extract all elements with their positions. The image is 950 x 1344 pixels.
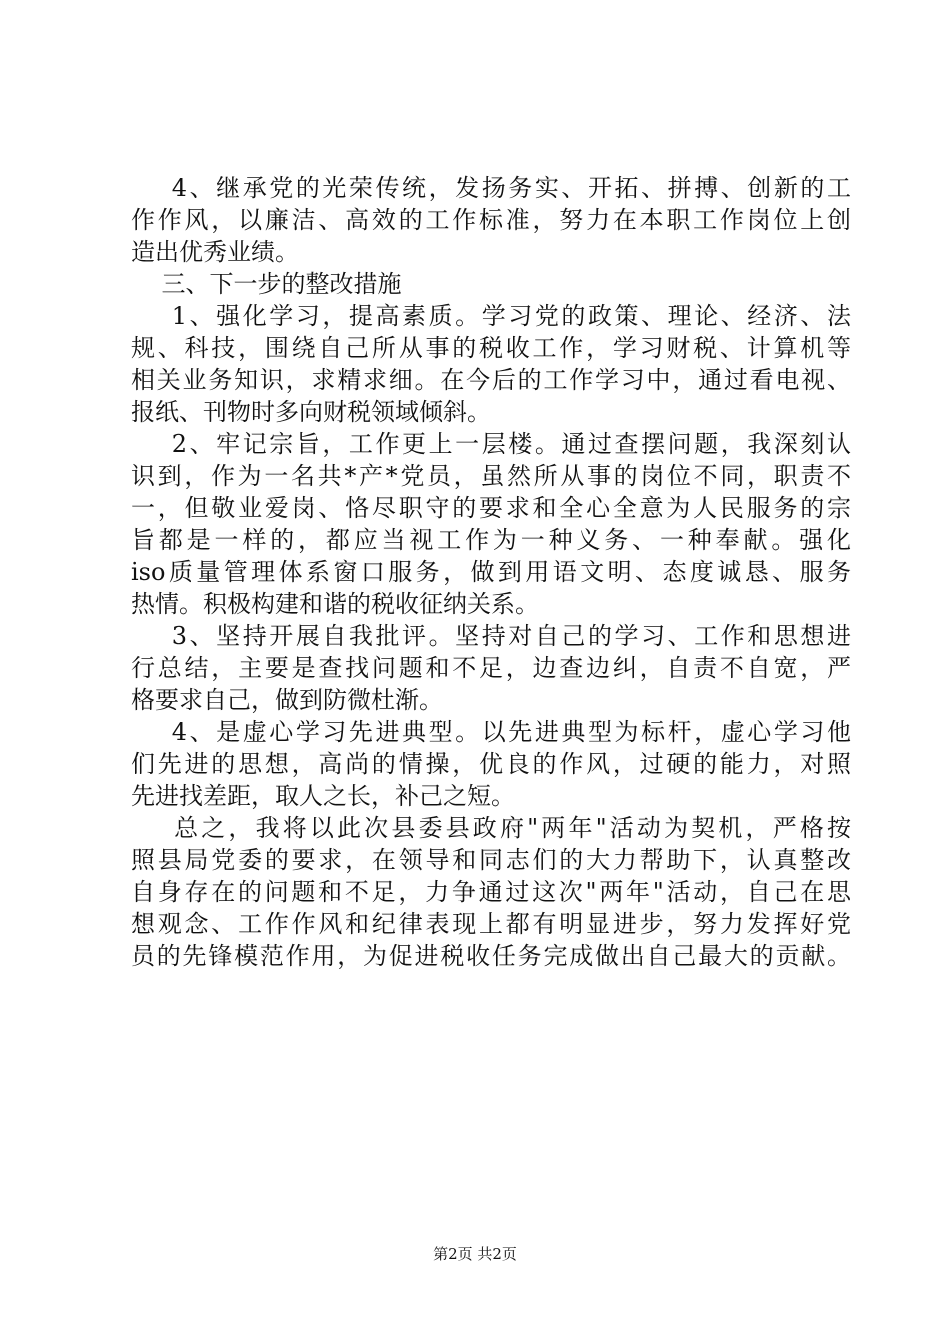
document-body xyxy=(131,172,851,972)
text-line: 们先进的思想，高尚的情操，优良的作风，过硬的能力，对照 xyxy=(131,750,851,778)
text-line: 规、科技，围绕自己所从事的税收工作，学习财税、计算机等 xyxy=(131,334,851,362)
text-line: 员的先锋模范作用，为促进税收任务完成做出自己最大的贡献。 xyxy=(131,942,851,970)
text-line: 3、坚持开展自我批评。坚持对自己的学习、工作和思想进 xyxy=(131,622,851,650)
text-line: 行总结，主要是查找问题和不足，边查边纠，自责不自宽，严 xyxy=(131,654,851,682)
text-line: 照县局党委的要求，在领导和同志们的大力帮助下，认真整改 xyxy=(131,846,851,874)
text-line: 热情。积极构建和谐的税收征纳关系。 xyxy=(131,590,539,618)
text-line: 总之，我将以此次县委县政府"两年"活动为契机，严格按 xyxy=(131,814,851,842)
text-line: 报纸、刊物时多向财税领域倾斜。 xyxy=(131,398,491,426)
text-line: 相关业务知识，求精求细。在今后的工作学习中，通过看电视、 xyxy=(131,366,851,394)
text-line: 旨都是一样的，都应当视工作为一种义务、一种奉献。强化 xyxy=(131,526,851,554)
text-line: 识到，作为一名共*产*党员，虽然所从事的岗位不同，职责不 xyxy=(131,462,851,490)
text-line: 先进找差距，取人之长，补己之短。 xyxy=(131,782,515,810)
text-line: 格要求自己，做到防微杜渐。 xyxy=(131,686,443,714)
text-line: 自身存在的问题和不足，力争通过这次"两年"活动，自己在思 xyxy=(131,878,851,906)
text-line: 2、牢记宗旨，工作更上一层楼。通过查摆问题，我深刻认 xyxy=(131,430,851,458)
text-line: 作作风，以廉洁、高效的工作标准，努力在本职工作岗位上创 xyxy=(131,206,851,234)
page-footer: 第2页 共2页 xyxy=(433,1245,517,1263)
text-line: 造出优秀业绩。 xyxy=(131,238,299,266)
text-line: 三、下一步的整改措施 xyxy=(131,270,402,298)
text-line: 想观念、工作作风和纪律表现上都有明显进步，努力发挥好党 xyxy=(131,910,851,938)
text-line: 1、强化学习，提高素质。学习党的政策、理论、经济、法 xyxy=(131,302,851,330)
text-line: iso质量管理体系窗口服务，做到用语文明、态度诚恳、服务 xyxy=(131,558,851,586)
text-line: 一，但敬业爱岗、恪尽职守的要求和全心全意为人民服务的宗 xyxy=(131,494,851,522)
text-line: 4、继承党的光荣传统，发扬务实、开拓、拼搏、创新的工 xyxy=(131,174,851,202)
text-line: 4、是虚心学习先进典型。以先进典型为标杆，虚心学习他 xyxy=(131,718,851,746)
